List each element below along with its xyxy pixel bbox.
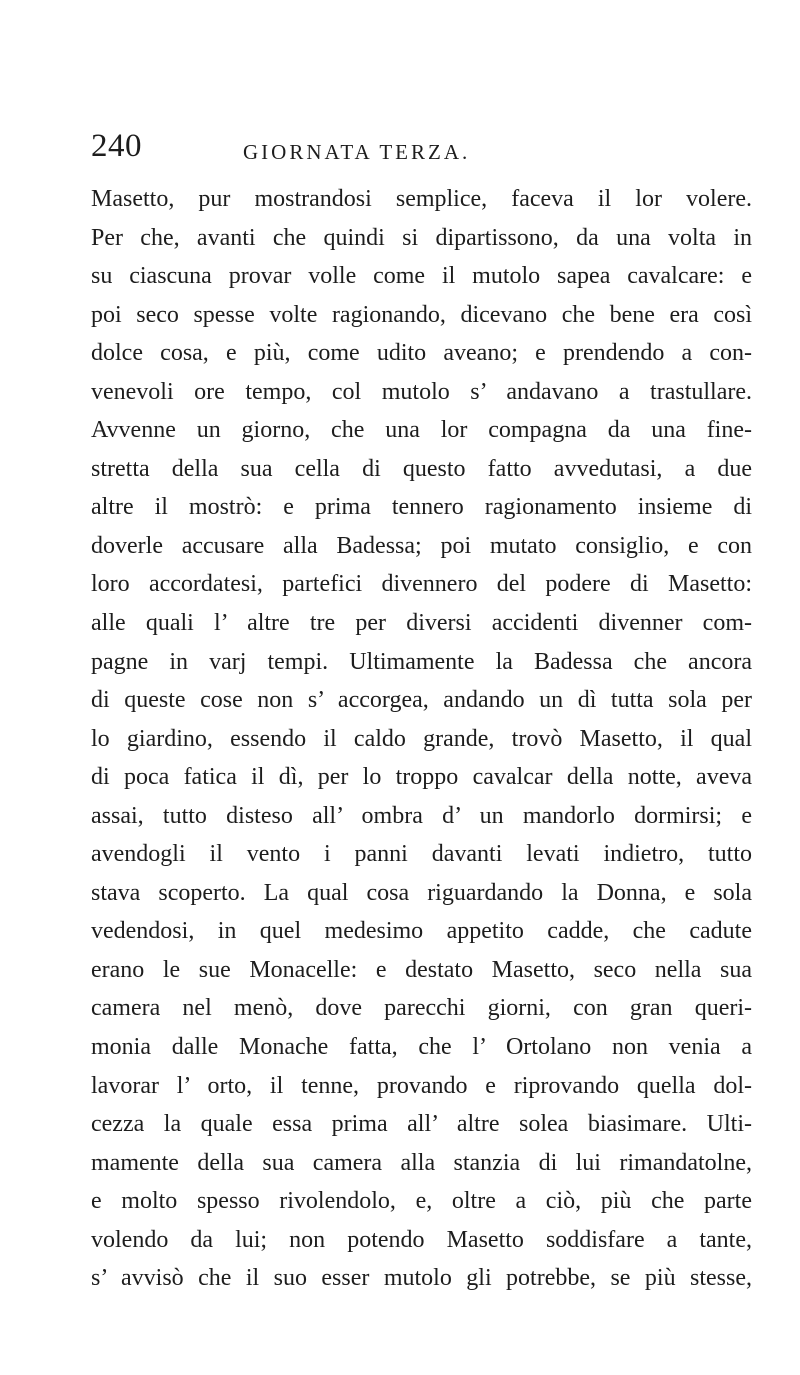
- text-line: erano le sue Monacelle: e destato Masetto, seco nella sua: [91, 956, 752, 983]
- text-line: mamente della sua camera alla stanzia di lui rimandatolne,: [91, 1149, 752, 1176]
- text-line: Avvenne un giorno, che una lor compagna da una fine-: [91, 417, 752, 444]
- text-line: vedendosi, in quel medesimo appetito cadde, che cadute: [91, 918, 752, 945]
- text-line: lo giardino, essendo il caldo grande, trovò Masetto, il qual: [91, 725, 752, 752]
- text-line: di poca fatica il dì, per lo troppo cavalcar della notte, aveva: [91, 764, 752, 791]
- text-line: cezza la quale essa prima all’ altre solea biasimare. Ulti-: [91, 1111, 752, 1138]
- text-line: e molto spesso rivolendolo, e, oltre a ciò, più che parte: [91, 1188, 752, 1215]
- page-number: 240: [91, 128, 142, 164]
- text-line: stava scoperto. La qual cosa riguardando la Donna, e sola: [91, 879, 752, 906]
- text-line: pagne in varj tempi. Ultimamente la Badessa che ancora: [91, 648, 752, 675]
- text-line: assai, tutto disteso all’ ombra d’ un mandorlo dormirsi; e: [91, 802, 752, 829]
- text-line: s’ avvisò che il suo esser mutolo gli potrebbe, se più stesse,: [91, 1265, 752, 1292]
- text-line: monia dalle Monache fatta, che l’ Ortolano non venia a: [91, 1034, 752, 1061]
- text-line: altre il mostrò: e prima tennero ragionamento insieme di: [91, 494, 752, 521]
- body-text: [91, 180, 752, 1298]
- text-line: lavorar l’ orto, il tenne, provando e riprovando quella dol-: [91, 1072, 752, 1099]
- text-line: alle quali l’ altre tre per diversi accidenti divenner com-: [91, 610, 752, 637]
- text-line: camera nel menò, dove parecchi giorni, con gran queri-: [91, 995, 752, 1022]
- text-line: avendogli il vento i panni davanti levati indietro, tutto: [91, 841, 752, 868]
- text-line: Per che, avanti che quindi si dipartissono, da una volta in: [91, 224, 752, 251]
- running-head: GIORNATA TERZA.: [243, 140, 471, 164]
- text-line: doverle accusare alla Badessa; poi mutato consiglio, e con: [91, 532, 752, 559]
- text-line: volendo da lui; non potendo Masetto soddisfare a tante,: [91, 1226, 752, 1253]
- text-line: su ciascuna provar volle come il mutolo sapea cavalcare: e: [91, 263, 752, 290]
- text-line: stretta della sua cella di questo fatto avvedutasi, a due: [91, 455, 752, 482]
- text-line: dolce cosa, e più, come udito aveano; e prendendo a con-: [91, 340, 752, 367]
- page-header: [91, 130, 751, 174]
- text-line: loro accordatesi, partefici divennero del podere di Masetto:: [91, 571, 752, 598]
- text-line: poi seco spesse volte ragionando, dicevano che bene era così: [91, 301, 752, 328]
- text-line: Masetto, pur mostrandosi semplice, faceva il lor volere.: [91, 186, 752, 212]
- text-line: di queste cose non s’ accorgea, andando un dì tutta sola per: [91, 687, 752, 714]
- text-line: venevoli ore tempo, col mutolo s’ andavano a trastullare.: [91, 378, 752, 405]
